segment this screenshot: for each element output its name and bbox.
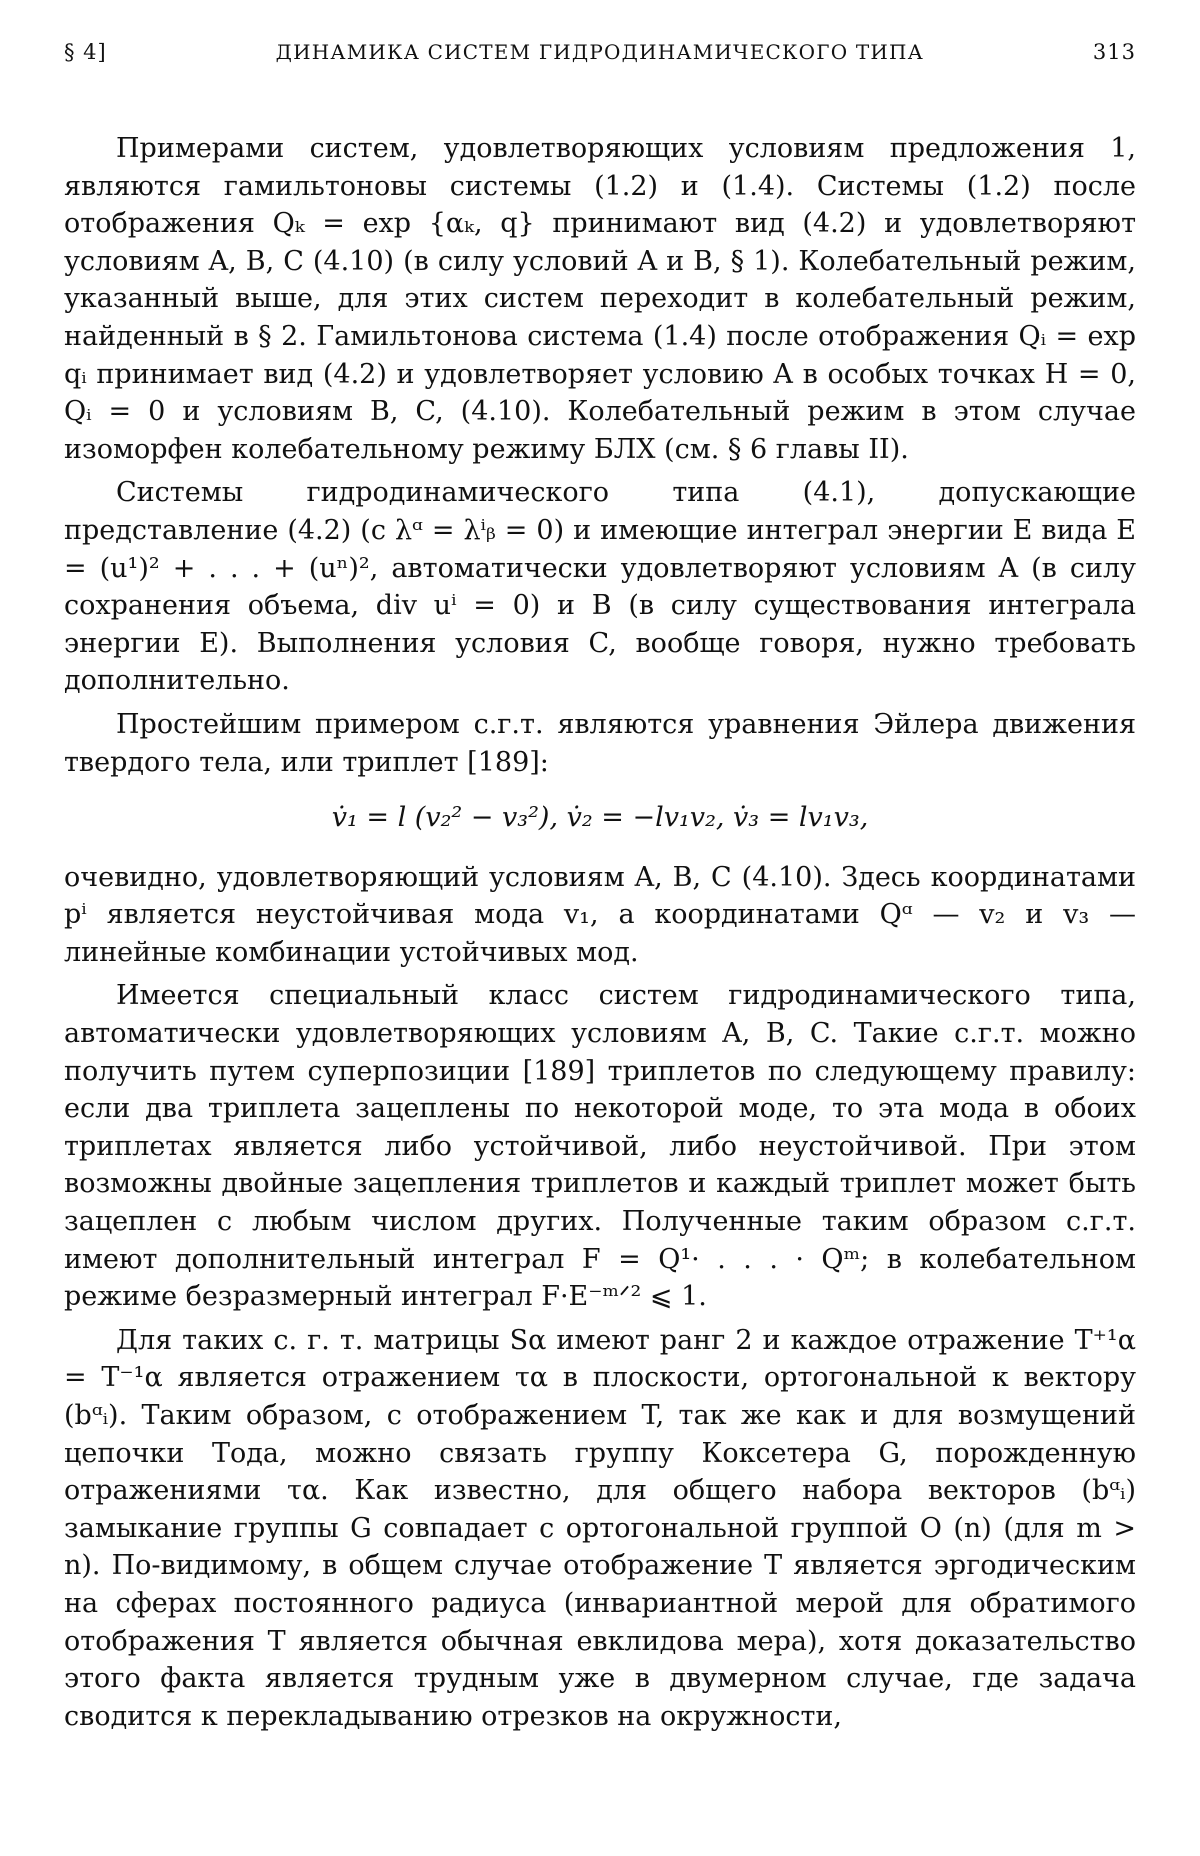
paragraph-4: очевидно, удовлетворяющий условиям A, B, C (4.10). Здесь координатами pⁱ является неустойчивая мода v₁, а координатами Qᵅ — v₂ и v₃ — линейные комбинации устойчивых мод. <box>64 861 1136 968</box>
paragraph-3: Простейшим примером с.г.т. являются уравнения Эйлера движения твердого тела, или триплет [189]: <box>64 708 1136 778</box>
page <box>64 40 1136 1741</box>
page-number: 313 <box>1092 40 1136 64</box>
section-marker: § 4] <box>64 40 107 64</box>
paragraph-1: Примерами систем, удовлетворяющих условиям предложения 1, являются гамильтоновы системы (1.2) и (1.4). Системы (1.2) после отображения Qₖ = exp {αₖ, q} принимают вид (4.2) и удовлетворяют условиям A, B, C (4.10) (в силу условий A и B, § 1). Колебательный режим, указанный выше, для этих систем переходит в колебательный режим, найденный в § 2. Гамильтонова система (1.4) после отображения Qᵢ = exp qᵢ принимает вид (4.2) и удовлетворяет условию A в особых точках H = 0, Qᵢ = 0 и условиям B, C, (4.10). Колебательный режим в этом случае изоморфен колебательному режиму БЛХ (см. § 6 главы II). <box>64 133 1136 465</box>
paragraph-5: Имеется специальный класс систем гидродинамического типа, автоматически удовлетворяющих условиям A, B, C. Такие с.г.т. можно получить путем суперпозиции [189] триплетов по следующему правилу: если два триплета зацеплены по некоторой моде, то эта мода в обоих триплетах является либо устойчивой, либо неустойчивой. При этом возможны двойные зацепления триплетов и каждый триплет может быть зацеплен с любым числом других. Полученные таким образом с.г.т. имеют дополнительный интеграл F = Q¹· . . . · Qᵐ; в колебательном режиме безразмерный интеграл F·E⁻ᵐᐟ² ⩽ 1. <box>64 980 1136 1313</box>
triplet-formula: v̇₁ = l (v₂² − v₃²), v̇₂ = −lv₁v₂, v̇₃ = lv₁v₃, <box>331 802 869 834</box>
running-header <box>64 40 1136 80</box>
paragraph-2: Системы гидродинамического типа (4.1), допускающие представление (4.2) (с λᵅ = λⁱᵦ = 0) и имеющие интеграл энергии E вида E = (u¹)² + . . . + (uⁿ)², автоматически удовлетворяют условиям A (в силу сохранения объема, div uⁱ = 0) и B (в силу существования интеграла энергии E). Выполнения условия C, вообще говоря, нужно требовать дополнительно. <box>64 477 1136 697</box>
paragraph-6: Для таких с. г. т. матрицы Sα имеют ранг 2 и каждое отражение T⁺¹α = T⁻¹α является отражением τα в плоскости, ортогональной к вектору (bᵅᵢ). Таким образом, с отображением T, так же как и для возмущений цепочки Тода, можно связать группу Коксетера G, порожденную отражениями τα. Как известно, для общего набора векторов (bᵅᵢ) замыкание группы G совпадает с ортогональной группой O (n) (для m > n). По-видимому, в общем случае отображение T является эргодическим на сферах постоянного радиуса (инвариантной мерой для обратимого отображения T является обычная евклидова мера), хотя доказательство этого факта является трудным уже в двумерном случае, где задача сводится к перекладыванию отрезков на окружности, <box>64 1324 1136 1732</box>
running-title: ДИНАМИКА СИСТЕМ ГИДРОДИНАМИЧЕСКОГО ТИПА <box>275 40 925 64</box>
body-text <box>64 130 1136 1735</box>
